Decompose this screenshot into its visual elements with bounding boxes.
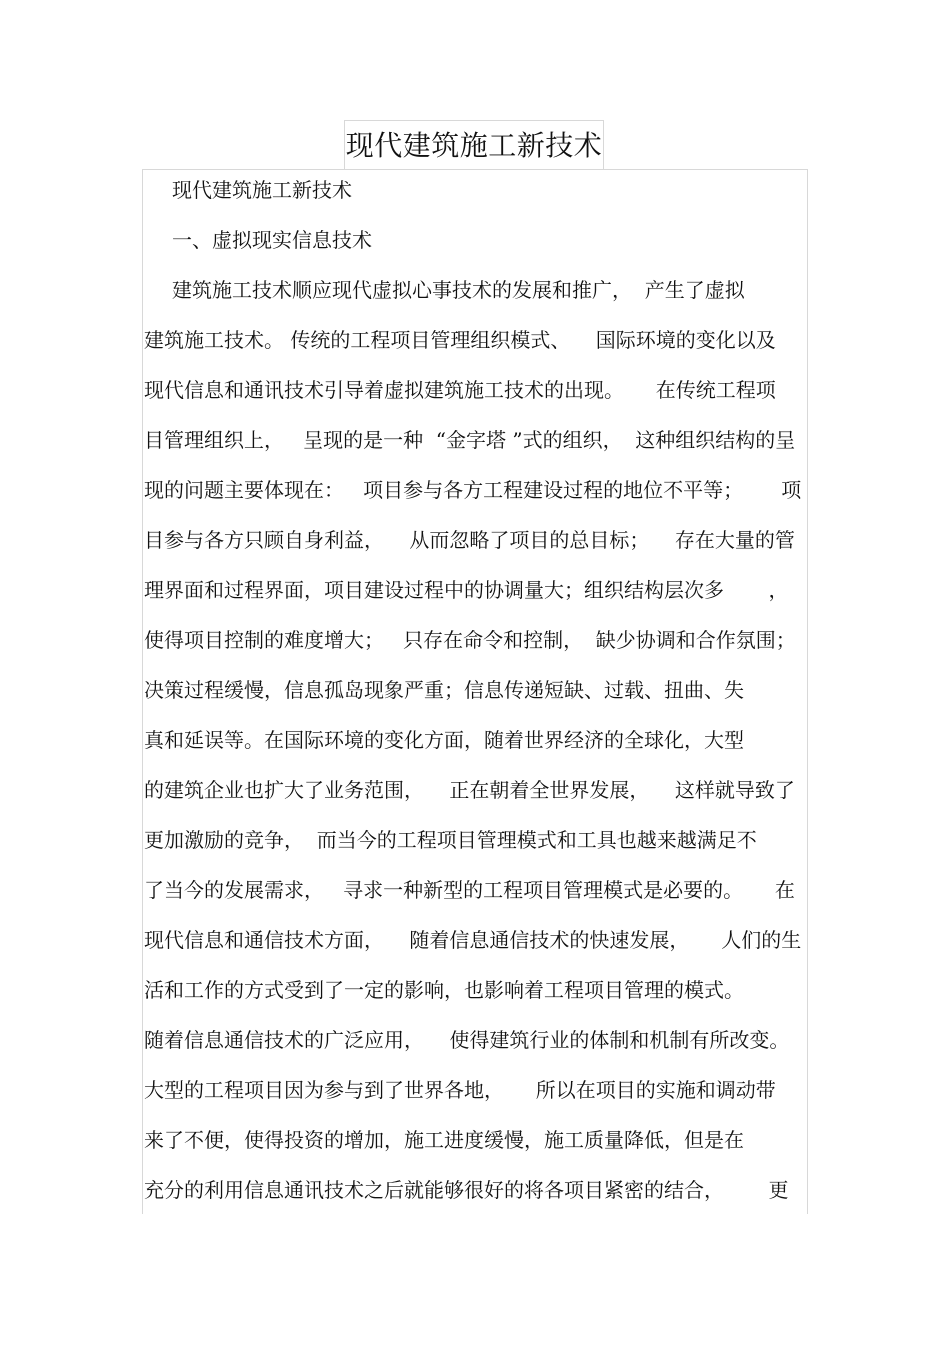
paragraph-line: 更加激励的竞争， 而当今的工程项目管理模式和工具也越来越满足不 bbox=[144, 828, 757, 852]
paragraph-line: 随着信息通信技术的广泛应用， 使得建筑行业的体制和机制有所改变。 bbox=[144, 1028, 790, 1052]
paragraph-line: 现代信息和通讯技术引导着虚拟建筑施工技术的出现。 在传统工程项 bbox=[144, 378, 776, 402]
paragraph-line: 的建筑企业也扩大了业务范围， 正在朝着全世界发展， 这样就导致了 bbox=[144, 778, 795, 802]
document-title: 现代建筑施工新技术 bbox=[345, 129, 603, 162]
paragraph-line: 了当今的发展需求， 寻求一种新型的工程项目管理模式是必要的。 在 bbox=[144, 878, 795, 902]
paragraph-line: 充分的利用信息通讯技术之后就能够很好的将各项目紧密的结合， 更 bbox=[144, 1178, 789, 1202]
paragraph-line: 真和延误等。在国际环境的变化方面，随着世界经济的全球化，大型 bbox=[144, 728, 744, 752]
paragraph-line: 建筑施工技术顺应现代虚拟心事技术的发展和推广， 产生了虚拟 bbox=[172, 278, 745, 302]
paragraph-line: 理界面和过程界面，项目建设过程中的协调量大；组织结构层次多 ， bbox=[144, 578, 789, 602]
paragraph-line: 目参与各方只顾自身利益， 从而忽略了项目的总目标； 存在大量的管 bbox=[144, 528, 795, 552]
paragraph-line: 建筑施工技术。 传统的工程项目管理组织模式、 国际环境的变化以及 bbox=[144, 328, 776, 352]
section-heading: 一、虚拟现实信息技术 bbox=[172, 228, 372, 252]
paragraph-line: 现代信息和通信技术方面， 随着信息通信技术的快速发展， 人们的生 bbox=[144, 928, 802, 952]
paragraph-line: 来了不便，使得投资的增加，施工进度缓慢，施工质量降低，但是在 bbox=[144, 1128, 744, 1152]
paragraph-line: 活和工作的方式受到了一定的影响，也影响着工程项目管理的模式。 bbox=[144, 978, 744, 1002]
heading-line: 现代建筑施工新技术 bbox=[172, 178, 352, 202]
paragraph-line: 目管理组织上， 呈现的是一种 “金字塔 ”式的组织， 这种组织结构的呈 bbox=[144, 428, 796, 452]
paragraph-line: 使得项目控制的难度增大； 只存在命令和控制， 缺少协调和合作氛围； bbox=[144, 628, 796, 652]
paragraph-line: 决策过程缓慢，信息孤岛现象严重；信息传递短缺、过载、扭曲、失 bbox=[144, 678, 744, 702]
paragraph-line: 现的问题主要体现在： 项目参与各方工程建设过程的地位不平等； 项 bbox=[144, 478, 802, 502]
paragraph-line: 大型的工程项目因为参与到了世界各地， 所以在项目的实施和调动带 bbox=[144, 1078, 776, 1102]
